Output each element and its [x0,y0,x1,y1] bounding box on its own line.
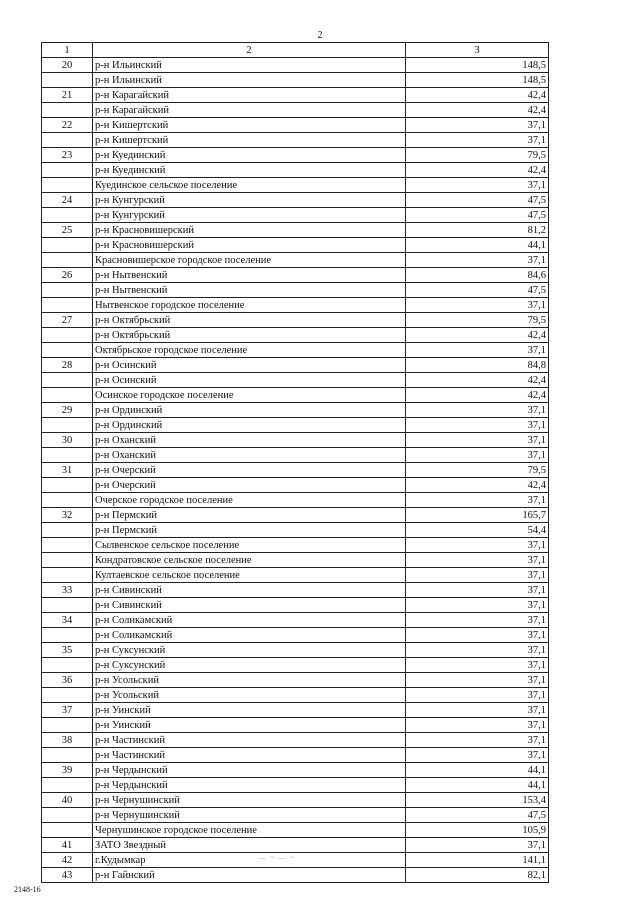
table-row [42,73,549,88]
table-row [42,223,549,238]
table-header-row [42,43,549,58]
row-name-cell: р-н Уинский [93,718,406,733]
row-number-cell [42,628,93,643]
table-row [42,58,549,73]
row-name-cell: р-н Оханский [93,448,406,463]
table-row [42,778,549,793]
row-value-cell: 47,5 [406,193,549,208]
row-value-cell: 44,1 [406,238,549,253]
row-name-cell: Куединское сельское поселение [93,178,406,193]
table-row [42,373,549,388]
row-name-cell: Очерское городское поселение [93,493,406,508]
header-col-3: 3 [406,43,549,58]
row-name-cell: Октябрьское городское поселение [93,343,406,358]
row-number-cell [42,343,93,358]
row-number-cell: 36 [42,673,93,688]
row-name-cell: р-н Пермский [93,508,406,523]
row-number-cell [42,133,93,148]
row-number-cell: 23 [42,148,93,163]
table-row [42,358,549,373]
row-value-cell: 37,1 [406,178,549,193]
row-value-cell: 148,5 [406,73,549,88]
header-col-1: 1 [42,43,93,58]
row-number-cell [42,238,93,253]
table-row [42,388,549,403]
table-row [42,823,549,838]
table-row [42,163,549,178]
table-row [42,673,549,688]
row-name-cell: р-н Гайнский [93,868,406,883]
row-value-cell: 42,4 [406,373,549,388]
row-value-cell: 84,8 [406,358,549,373]
table-row [42,598,549,613]
table-row [42,313,549,328]
table-row [42,133,549,148]
table-row [42,193,549,208]
table-row [42,688,549,703]
table-row [42,103,549,118]
row-name-cell: р-н Осинский [93,358,406,373]
table-row [42,298,549,313]
row-value-cell: 81,2 [406,223,549,238]
row-name-cell: р-н Суксунский [93,658,406,673]
row-number-cell [42,553,93,568]
row-number-cell [42,493,93,508]
row-value-cell: 37,1 [406,403,549,418]
row-value-cell: 37,1 [406,448,549,463]
row-number-cell: 20 [42,58,93,73]
row-number-cell [42,808,93,823]
row-value-cell: 37,1 [406,703,549,718]
row-value-cell: 79,5 [406,313,549,328]
row-value-cell: 37,1 [406,748,549,763]
row-value-cell: 47,5 [406,808,549,823]
row-name-cell: р-н Ординский [93,418,406,433]
table-row [42,613,549,628]
row-name-cell: р-н Нытвенский [93,268,406,283]
row-value-cell: 79,5 [406,148,549,163]
row-value-cell: 37,1 [406,658,549,673]
row-name-cell: р-н Куединский [93,148,406,163]
row-value-cell: 42,4 [406,328,549,343]
row-name-cell: р-н Карагайский [93,103,406,118]
row-name-cell: р-н Пермский [93,523,406,538]
row-number-cell [42,568,93,583]
table-row [42,583,549,598]
row-value-cell: 37,1 [406,643,549,658]
table-row [42,733,549,748]
row-name-cell: р-н Красновишерский [93,223,406,238]
row-value-cell: 37,1 [406,418,549,433]
row-number-cell [42,748,93,763]
row-value-cell: 47,5 [406,208,549,223]
table-row [42,88,549,103]
data-table [41,42,549,883]
row-number-cell: 29 [42,403,93,418]
row-value-cell: 37,1 [406,688,549,703]
row-number-cell [42,448,93,463]
table-row [42,868,549,883]
row-name-cell: р-н Суксунский [93,643,406,658]
table-row [42,628,549,643]
row-number-cell [42,208,93,223]
row-value-cell: 79,5 [406,463,549,478]
row-name-cell: р-н Красновишерский [93,238,406,253]
table-row [42,268,549,283]
table-row [42,643,549,658]
row-name-cell: р-н Октябрьский [93,313,406,328]
row-number-cell [42,103,93,118]
row-number-cell: 37 [42,703,93,718]
row-value-cell: 37,1 [406,613,549,628]
row-number-cell: 30 [42,433,93,448]
scan-smudge: — ~ — ~ [258,853,296,862]
row-name-cell: р-н Соликамский [93,628,406,643]
row-name-cell: р-н Соликамский [93,613,406,628]
row-number-cell [42,253,93,268]
row-number-cell: 39 [42,763,93,778]
row-name-cell: р-н Октябрьский [93,328,406,343]
row-number-cell [42,598,93,613]
row-number-cell [42,73,93,88]
row-value-cell: 42,4 [406,388,549,403]
table-row [42,718,549,733]
row-value-cell: 44,1 [406,778,549,793]
row-number-cell [42,373,93,388]
row-number-cell [42,523,93,538]
row-name-cell: р-н Чернушинский [93,793,406,808]
row-value-cell: 37,1 [406,118,549,133]
row-number-cell: 26 [42,268,93,283]
row-value-cell: 37,1 [406,598,549,613]
row-name-cell: р-н Куединский [93,163,406,178]
row-name-cell: р-н Очерский [93,463,406,478]
row-name-cell: р-н Ильинский [93,58,406,73]
row-name-cell: р-н Кунгурский [93,208,406,223]
row-number-cell: 24 [42,193,93,208]
table-row [42,283,549,298]
table-row [42,763,549,778]
row-name-cell: р-н Чердынский [93,778,406,793]
table-row [42,148,549,163]
row-value-cell: 141,1 [406,853,549,868]
row-number-cell [42,658,93,673]
table-row [42,118,549,133]
row-number-cell: 40 [42,793,93,808]
row-number-cell: 31 [42,463,93,478]
row-value-cell: 84,6 [406,268,549,283]
table-row [42,538,549,553]
table-row [42,568,549,583]
table-row [42,478,549,493]
row-number-cell: 42 [42,853,93,868]
row-name-cell: Култаевское сельское поселение [93,568,406,583]
table-row [42,343,549,358]
row-name-cell: р-н Чернушинский [93,808,406,823]
table-row [42,553,549,568]
row-value-cell: 54,4 [406,523,549,538]
row-number-cell: 27 [42,313,93,328]
row-name-cell: р-н Частинский [93,748,406,763]
row-name-cell: р-н Кишертский [93,133,406,148]
row-value-cell: 37,1 [406,298,549,313]
row-value-cell: 37,1 [406,253,549,268]
table-row [42,808,549,823]
row-number-cell [42,688,93,703]
row-value-cell: 37,1 [406,838,549,853]
row-name-cell: р-н Нытвенский [93,283,406,298]
row-name-cell: р-н Сивинский [93,583,406,598]
table-row [42,793,549,808]
row-value-cell: 37,1 [406,718,549,733]
row-value-cell: 37,1 [406,343,549,358]
row-number-cell: 33 [42,583,93,598]
row-number-cell [42,178,93,193]
row-number-cell [42,478,93,493]
table-row [42,433,549,448]
row-value-cell: 82,1 [406,868,549,883]
header-col-2: 2 [93,43,406,58]
table-row [42,403,549,418]
row-name-cell: Нытвенское городское поселение [93,298,406,313]
row-value-cell: 42,4 [406,478,549,493]
row-name-cell: р-н Усольский [93,673,406,688]
row-value-cell: 37,1 [406,568,549,583]
table-row [42,178,549,193]
page-number: 2 [317,30,323,41]
row-name-cell: р-н Ординский [93,403,406,418]
row-name-cell: Сылвенское сельское поселение [93,538,406,553]
table-row [42,238,549,253]
row-number-cell [42,163,93,178]
row-number-cell: 43 [42,868,93,883]
row-name-cell: р-н Карагайский [93,88,406,103]
row-name-cell: ЗАТО Звездный [93,838,406,853]
row-number-cell: 25 [42,223,93,238]
row-number-cell [42,718,93,733]
table-row [42,253,549,268]
row-name-cell: Осинское городское поселение [93,388,406,403]
table-row [42,703,549,718]
row-value-cell: 37,1 [406,538,549,553]
row-name-cell: р-н Сивинский [93,598,406,613]
row-name-cell: Чернушинское городское поселение [93,823,406,838]
row-name-cell: р-н Ильинский [93,73,406,88]
row-value-cell: 153,4 [406,793,549,808]
row-value-cell: 37,1 [406,553,549,568]
table-row [42,328,549,343]
row-value-cell: 37,1 [406,493,549,508]
row-value-cell: 148,5 [406,58,549,73]
row-value-cell: 105,9 [406,823,549,838]
row-number-cell: 28 [42,358,93,373]
row-number-cell [42,778,93,793]
row-name-cell: Красновишерское городское поселение [93,253,406,268]
row-number-cell: 38 [42,733,93,748]
row-value-cell: 165,7 [406,508,549,523]
row-value-cell: 47,5 [406,283,549,298]
table-row [42,523,549,538]
document-code: 2148-16 [14,885,41,894]
row-value-cell: 42,4 [406,88,549,103]
row-name-cell: г.Кудымкар [93,853,406,868]
row-name-cell: р-н Частинский [93,733,406,748]
row-name-cell: р-н Очерский [93,478,406,493]
row-name-cell: р-н Усольский [93,688,406,703]
row-value-cell: 42,4 [406,163,549,178]
row-value-cell: 37,1 [406,628,549,643]
row-name-cell: Кондратовское сельское поселение [93,553,406,568]
row-value-cell: 37,1 [406,583,549,598]
row-name-cell: р-н Кишертский [93,118,406,133]
row-name-cell: р-н Оханский [93,433,406,448]
row-number-cell: 32 [42,508,93,523]
table-row [42,463,549,478]
table-row [42,748,549,763]
row-number-cell [42,538,93,553]
row-number-cell [42,418,93,433]
row-number-cell: 34 [42,613,93,628]
row-value-cell: 37,1 [406,433,549,448]
row-number-cell [42,823,93,838]
table-row [42,208,549,223]
row-number-cell [42,388,93,403]
row-name-cell: р-н Уинский [93,703,406,718]
table-row [42,418,549,433]
row-value-cell: 44,1 [406,763,549,778]
row-name-cell: р-н Чердынский [93,763,406,778]
table-row [42,838,549,853]
row-number-cell: 41 [42,838,93,853]
row-value-cell: 42,4 [406,103,549,118]
row-number-cell: 35 [42,643,93,658]
table-row [42,448,549,463]
row-number-cell [42,298,93,313]
table-row [42,493,549,508]
row-value-cell: 37,1 [406,733,549,748]
row-value-cell: 37,1 [406,673,549,688]
row-number-cell: 22 [42,118,93,133]
row-number-cell: 21 [42,88,93,103]
row-number-cell [42,328,93,343]
row-name-cell: р-н Кунгурский [93,193,406,208]
table-row [42,508,549,523]
row-number-cell [42,283,93,298]
row-name-cell: р-н Осинский [93,373,406,388]
table-row [42,658,549,673]
row-value-cell: 37,1 [406,133,549,148]
